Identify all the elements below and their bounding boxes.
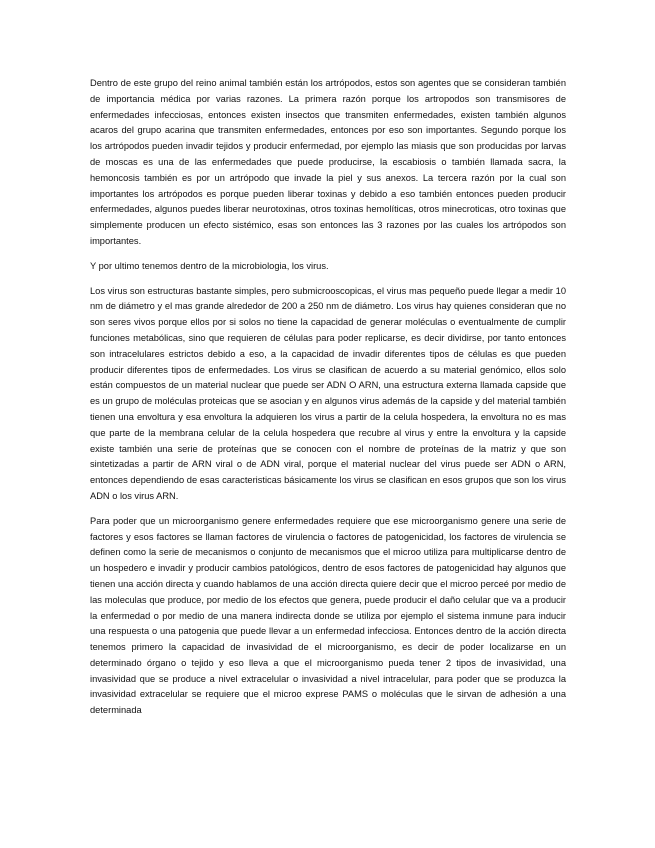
paragraph-virus-structure: Los virus son estructuras bastante simples, pero submicrooscopicas, el virus mas pequeño puede llegar a medir 10 nm de diámetro y el mas grande alrededor de 200 a 250 nm de diámetro. Los virus hay quienes consideran que no son seres vivos porque ellos por si solos no tiene la capacidad de generar moléculas o eventualmente de cumplir funciones metabólicas, sino que requieren de células para poder replicarse, es decir dividirse, por tanto entonces son intracelulares estrictos debido a eso, a la capacidad de invadir diferentes tipos de células es que pueden producir diferentes tipos de enfermedades. Los virus se clasifican de acuerdo a su material genómico, ellos solo están compuestos de un material nuclear que puede ser ADN O ARN, una estructura externa llamada capside que es un grupo de moléculas proteicas que se asocian y en algunos virus además de la capside y del material también tienen una envoltura y esa envoltura la adquieren los virus a partir de la celula hospedera, la envoltura no es mas que parte de la membrana celular de la celula hospedera que recubre al virus y entre la envoltura y la capside existe también una serie de proteínas que se conocen con el nombre de proteínas de la matriz y que son sintetizadas a partir de ARN viral o de ADN viral, porque el material nuclear del virus puede ser ADN o ARN, entonces dependiendo de esas caracteristicas básicamente los virus se clasifican en esos grupos que son los virus ADN o los virus ARN. (90, 285, 566, 501)
paragraph-virulence-factors: Para poder que un microorganismo genere enfermedades requiere que ese microorganismo genere una serie de factores y esos factores se llaman factores de virulencia o factores de patogenicidad, los factores de virulencia se definen como la serie de mecanismos o conjunto de mecanismos que el microo utiliza para multiplicarse dentro de un hospedero e invadir y producir cambios patológicos, dentro de esos factores de patogenicidad hay algunos que tienen una acción directa y cuando hablamos de una acción directa quiere decir que el microo perceé por medio de las moleculas que produce, por medio de los efectos que genera, puede producir el daño celular que va a producir la enfermedad o por medio de una manera indirecta donde se utiliza por ejemplo el sistema inmune para inducir una respuesta o una patogenia que puede llevar a un enfermedad infecciosa. Entonces dentro de la acción directa tenemos primero la capacidad de invasividad de el microorganismo, es decir de poder localizarse en un determinado órgano o tejido y eso lleva a que el microorganismo pueda tener 2 tipos de invasividad, una invasividad que se produce a nivel extracelular o invasividad a nivel intracelular, para poder que se produzca la invasividad extracelular se requiere que el microo exprese PAMS o moléculas que le sirvan de adhesión a una determinada (90, 515, 566, 716)
paragraph-virus-intro: Y por ultimo tenemos dentro de la microbiologia, los virus. (90, 260, 329, 271)
body-text (90, 76, 566, 728)
paragraph-arthropods: Dentro de este grupo del reino animal también están los artrópodos, estos son agentes que se consideran también de importancia médica por varias razones. La primera razón porque los artropodos son transmisores de enfermedades infecciosas, entonces existen insectos que transmiten enfermedades, existen también algunos acaros del grupo acarina que transmiten enfermedades, entonces por eso son importantes. Segundo porque los los artrópodos pueden invadir tejidos y producir enfermedad, por ejemplo las miasis que son producidas por larvas de moscas es una de las enfermedades que puede producirse, la escabiosis o también llamada sacra, la hemoncosis también es por un artrópodo que invade la piel y sus anexos. La tercera razón por la cual son importantes los artrópodos es porque pueden liberar toxinas y debido a eso también entonces pueden producir enfermedades, algunos puedes liberar neurotoxinas, otros toxinas hemolíticas, otros minecroticas, otro toxinas que simplemente producen un efecto sistémico, esas son entonces las 3 razones por las cuales los artrópodos son importantes. (90, 78, 566, 246)
